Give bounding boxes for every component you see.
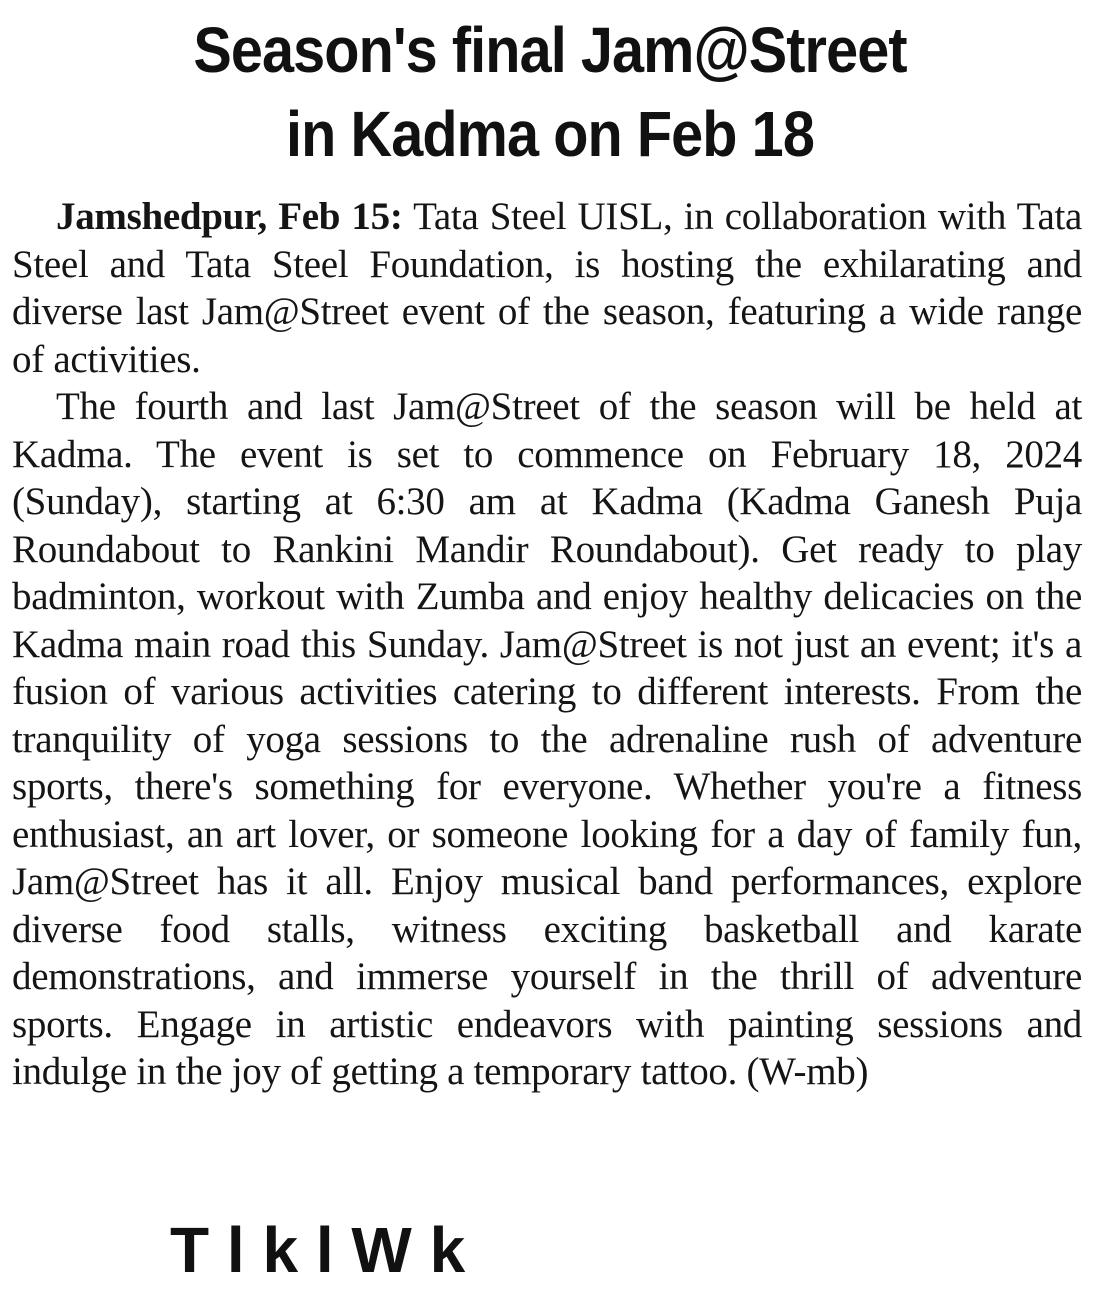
- next-article-cutoff: [0, 1208, 1100, 1286]
- headline-line-2: in Kadma on Feb 18: [286, 98, 814, 170]
- paragraph-1: [12, 193, 1082, 383]
- dateline: Jamshedpur, Feb 15:: [56, 195, 403, 238]
- paragraph-1-text: Tata Steel UISL, in collaboration with Tata Steel and Tata Steel Foundation, is hosting the exhilarating and diverse last Jam@Street event of the season, featuring a wide range of activities.: [12, 195, 1082, 381]
- paragraph-2: The fourth and last Jam@Street of the season will be held at Kadma. The event is set to commence on February 18, 2024 (Sunday), starting at 6:30 am at Kadma (Kadma Ganesh Puja Roundabout to Rankini Mandir Roundabout). Get ready to play badminton, workout with Zumba and enjoy healthy delicacies on the Kadma main road this Sunday. Jam@Street is not just an event; it's a fusion of various activities catering to different interests. From the tranquility of yoga sessions to the adrenaline rush of adventure sports, there's something for everyone. Whether you're a fitness enthusiast, an art lover, or someone looking for a day of family fun, Jam@Street has it all. Enjoy musical band performances, explore diverse food stalls, witness exciting basketball and karate demonstrations, and immerse yourself in the thrill of adventure sports. Engage in artistic endeavors with painting sessions and indulge in the joy of getting a temporary tattoo. (W-mb): [12, 385, 1082, 1093]
- article-headline: [55, 0, 1045, 176]
- headline-line-1: Season's final Jam@Street: [193, 14, 907, 86]
- next-article-headline-fragment: T l k l W k: [170, 1214, 466, 1286]
- article-body: [12, 193, 1082, 1096]
